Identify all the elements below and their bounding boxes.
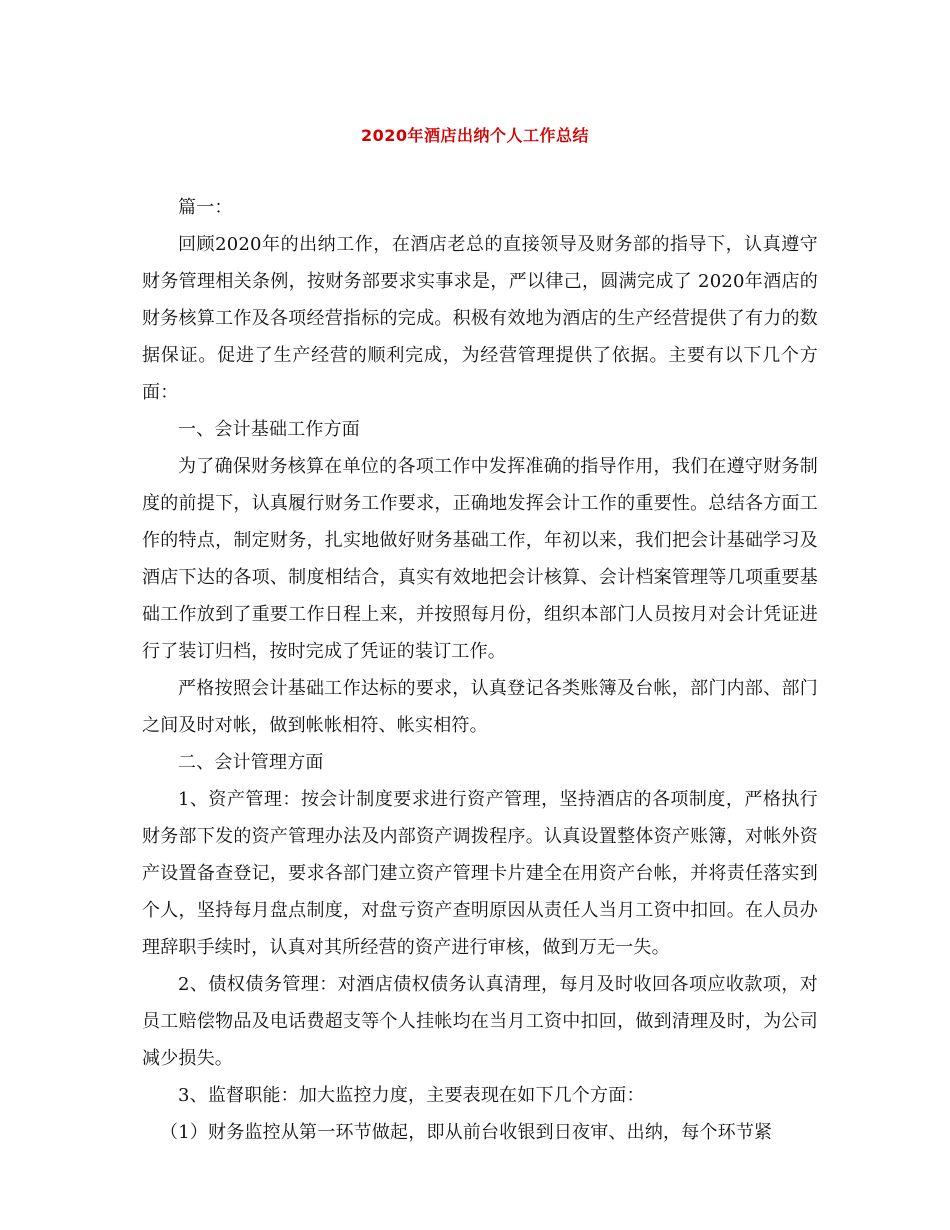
paragraph-ledger-reconciliation: 严格按照会计基础工作达标的要求，认真登记各类账簿及台帐，部门内部、部门之间及时对帐，做到帐帐相符、帐实相符。 — [142, 678, 818, 736]
paragraph-accounting-basics: 为了确保财务核算在单位的各项工作中发挥准确的指导作用，我们在遵守财务制度的前提下，认真履行财务工作要求，正确地发挥会计工作的重要性。总结各方面工作的特点，制定财务，扎实地做好财务基础工作，年初以来，我们把会计基础学习及酒店下达的各项、制度相结合，真实有效地把会计核算、会计档案管理等几项重要基础工作放到了重要工作日程上来，并按照每月份，组织本部门人员按月对会计凭证进行了装订归档，按时完成了凭证的装订工作。 — [142, 456, 818, 662]
document-title: 2020年酒店出纳个人工作总结 — [360, 126, 590, 145]
intro-paragraph: 回顾2020年的出纳工作，在酒店老总的直接领导及财务部的指导下，认真遵守财务管理相关条例，按财务部要求实事求是，严以律己，圆满完成了 2020年酒店的财务核算工作及各项经营指标的完成。积极有效地为酒店的生产经营提供了有力的数据保证。促进了生产经营的顺利完成，为经营管理提供了依据。主要有以下几个方面： — [142, 234, 818, 403]
paragraph-asset-management: 1、资产管理：按会计制度要求进行资产管理，坚持酒店的各项制度，严格执行财务部下发的资产管理办法及内部资产调拨程序。认真设置整体资产账簿，对帐外资产设置备查登记，要求各部门建立资产管理卡片建全在用资产台帐，并将责任落实到个人，坚持每月盘点制度，对盘亏资产查明原因从责任人当月工资中扣回。在人员办理辞职手续时，认真对其所经营的资产进行审核，做到万无一失。 — [142, 789, 818, 958]
paragraph-debt-management: 2、债权债务管理：对酒店债权债务认真清理，每月及时收回各项应收款项，对员工赔偿物品及电话费超支等个人挂帐均在当月工资中扣回，做到清理及时，为公司减少损失。 — [142, 974, 818, 1069]
heading-accounting-management: 二、会计管理方面 — [178, 752, 324, 773]
paragraph-supervision: 3、监督职能：加大监控力度，主要表现在如下几个方面： — [178, 1085, 645, 1106]
document-body — [142, 189, 818, 1151]
heading-accounting-basics: 一、会计基础工作方面 — [178, 419, 360, 440]
section-label-part-one: 篇一： — [178, 197, 233, 218]
paragraph-supervision-item-1: （1）财务监控从第一环节做起，即从前台收银到日夜审、出纳，每个环节紧 — [160, 1122, 773, 1143]
